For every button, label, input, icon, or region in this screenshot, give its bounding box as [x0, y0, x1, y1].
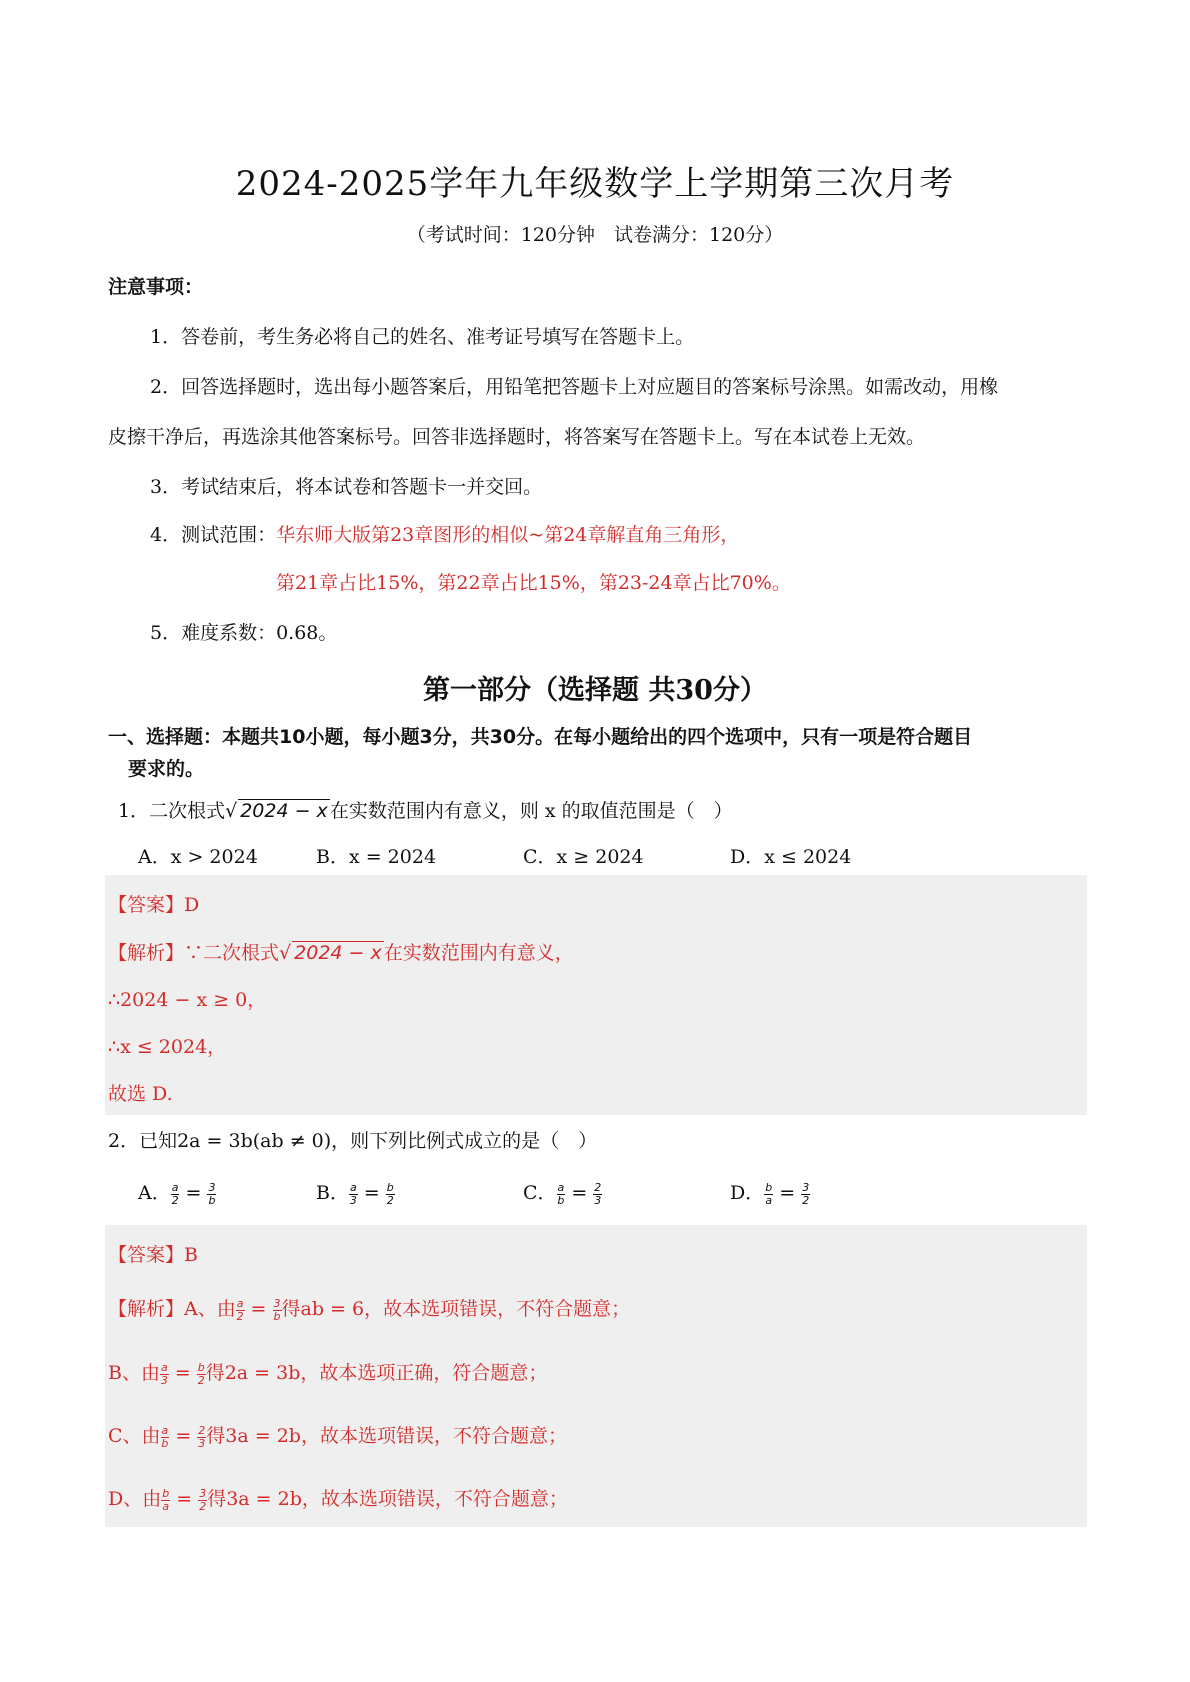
radicand: 2024 − x [240, 800, 328, 822]
exam-info: （考试时间：120分钟 试卷满分：120分） [406, 224, 784, 246]
q2-explanation-b: B、由 $\frac{a}{3}$ = $\frac{b}{2}$ 得2a = 3b，故本选项正确，符合题意； [108, 1360, 548, 1387]
note-item-2-line2: 皮擦干净后，再选涂其他答案标号。回答非选择题时，将答案写在答题卡上。写在本试卷上无效。 [108, 426, 926, 448]
note-item-1: 1．答卷前，考生务必将自己的姓名、准考证号填写在答题卡上。 [150, 326, 695, 348]
part1-heading: 第一部分（选择题 共30分） [423, 675, 767, 706]
note-item-5: 5．难度系数：0.68。 [150, 622, 338, 644]
note-item-3: 3．考试结束后，将本试卷和答题卡一并交回。 [150, 476, 543, 498]
q1-answer: 【答案】D [108, 894, 200, 916]
note-item-4-label: 4．测试范围： [150, 524, 277, 546]
sqrt-symbol: √ [279, 942, 292, 964]
q1-conclusion: 故选 D. [108, 1083, 173, 1105]
q2-explanation-a: 【解析】A、由 $\frac{a}{2}$ = $\frac{3}{b}$ 得ab = 6，故本选项错误，不符合题意； [108, 1296, 631, 1323]
q1-option-d: D．x ≤ 2024 [730, 846, 852, 868]
q2-option-a: A． $\frac{a}{2}$ = $\frac{3}{b}$ [138, 1180, 216, 1207]
q2-answer: 【答案】B [108, 1244, 198, 1266]
notes-heading: 注意事项： [108, 276, 204, 298]
q1-step-2: ∴x ≤ 2024， [108, 1036, 227, 1058]
q2-option-d: D． $\frac{b}{a}$ = $\frac{3}{2}$ [730, 1180, 810, 1207]
question-2-stem: 2．已知2a = 3b(ab ≠ 0)，则下列比例式成立的是（ ） [108, 1130, 598, 1152]
page-title: 2024-2025学年九年级数学上学期第三次月考 [235, 164, 955, 204]
q1-option-a: A．x > 2024 [138, 846, 258, 868]
note-item-4 [150, 520, 739, 547]
section-instruction-line2: 要求的。 [128, 758, 205, 780]
q2-explanation-c: C、由 $\frac{a}{b}$ = $\frac{2}{3}$ 得3a = 2b，故本选项错误，不符合题意； [108, 1423, 567, 1450]
sqrt-symbol: √ [225, 800, 238, 822]
chapter-ratio: 第21章占比15%，第22章占比15%，第23-24章占比70%。 [276, 572, 791, 594]
q1-explanation: 【解析】∵二次根式√ 2024 − x 在实数范围内有意义， [108, 942, 574, 964]
q1-option-b: B．x = 2024 [316, 846, 437, 868]
test-range: 华东师大版第23章图形的相似~第24章解直角三角形， [276, 524, 740, 546]
q1-step-1: ∴2024 − x ≥ 0， [108, 989, 267, 1011]
q2-explanation-d: D、由 $\frac{b}{a}$ = $\frac{3}{2}$ 得3a = 2b，故本选项错误，不符合题意； [108, 1486, 568, 1513]
q1-option-c: C．x ≥ 2024 [523, 846, 644, 868]
section-instruction-line1: 一、选择题：本题共10小题，每小题3分，共30分。在每小题给出的四个选项中，只有一项是符合题目 [108, 726, 973, 748]
note-item-2-line1: 2．回答选择题时，选出每小题答案后，用铅笔把答题卡上对应题目的答案标号涂黑。如需改动，用橡 [150, 376, 999, 398]
question-1-stem: 1．二次根式√ 2024 − x 在实数范围内有意义，则 x 的取值范围是（ ） [118, 800, 733, 822]
q2-option-b: B． $\frac{a}{3}$ = $\frac{b}{2}$ [316, 1180, 394, 1207]
q2-option-c: C． $\frac{a}{b}$ = $\frac{2}{3}$ [523, 1180, 602, 1207]
